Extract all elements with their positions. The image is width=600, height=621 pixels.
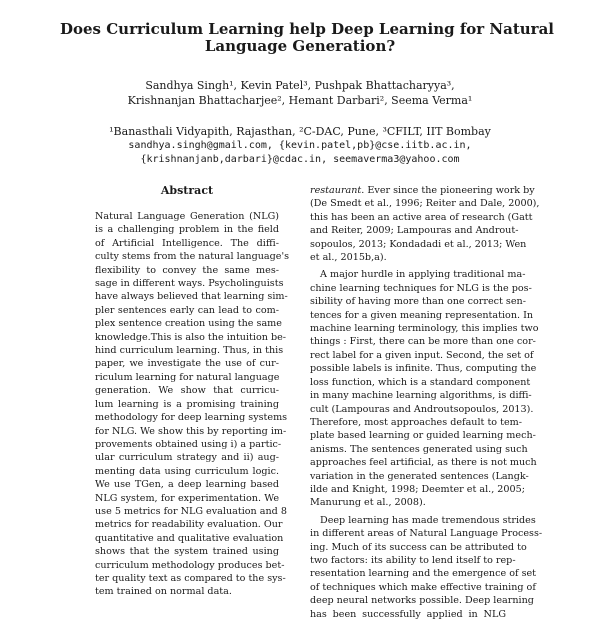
- body-line: things : First, there can be more than one cor-: [310, 336, 536, 348]
- abstract-line: tem trained on normal data.: [95, 586, 232, 598]
- abstract-line: is a challenging problem in the field: [95, 224, 279, 236]
- abstract-line: Natural Language Generation (NLG): [95, 211, 279, 222]
- abstract-line: provements obtained using i) a partic-: [95, 438, 282, 450]
- abstract-line: We use TGen, a deep learning based: [95, 479, 279, 491]
- email-line: {krishnanjanb,darbari}@cdac.in, seemaverma3@yahoo.com: [140, 154, 460, 165]
- body-line: anisms. The sentences generated using such: [310, 443, 528, 455]
- abstract-line: ter quality text as compared to the sys-: [95, 572, 286, 584]
- abstract-line: NLG system, for experimentation. We: [95, 492, 279, 504]
- body-line: [310, 184, 535, 197]
- right-column: [310, 184, 543, 621]
- affiliations: [70, 125, 530, 139]
- abstract-heading: Abstract: [160, 184, 214, 197]
- abstract-line: metrics for readability evaluation. Our: [95, 519, 283, 531]
- abstract-line: riculum learning for natural language: [95, 371, 280, 383]
- body-line: Therefore, most approaches default to tem-: [310, 416, 522, 428]
- abstract-line: menting data using curriculum logic.: [95, 465, 279, 477]
- abstract-line: curriculum methodology produces bet-: [95, 559, 285, 571]
- body-line: chine learning techniques for NLG is the pos-: [310, 282, 532, 294]
- body-line: variation in the generated sentences (Langk-: [310, 470, 529, 482]
- body-line: machine learning terminology, this implies two: [310, 323, 539, 335]
- body-line: A major hurdle in applying traditional ma-: [320, 269, 526, 281]
- abstract-line: generation. We show that curricu-: [95, 385, 279, 397]
- email-line: sandhya.singh@gmail.com, {kevin.patel,pb}@cse.iitb.ac.in,: [128, 140, 472, 151]
- body-line: and Reiter, 2009; Lampouras and Androut-: [310, 225, 519, 237]
- abstract-line: knowledge.This is also the intuition be-: [95, 331, 287, 343]
- abstract-line: culty stems from the natural language's: [95, 251, 290, 263]
- abstract-line: plex sentence creation using the same: [95, 318, 282, 330]
- body-line: resentation learning and the emergence of set: [310, 568, 537, 580]
- body-line: has been successfully applied in NLG: [310, 608, 506, 620]
- abstract-line: use 5 metrics for NLG evaluation and 8: [95, 505, 287, 517]
- abstract-line: quantitative and qualitative evaluation: [95, 532, 284, 544]
- abstract-line: for NLG. We show this by reporting im-: [95, 425, 287, 437]
- abstract-line: ular curriculum strategy and ii) aug-: [95, 452, 279, 464]
- body-line: loss function, which is a standard component: [310, 376, 531, 388]
- abstract-line: methodology for deep learning systems: [95, 412, 288, 424]
- body-text: Ever since the pioneering work by: [364, 185, 535, 196]
- body-line: sopoulos, 2013; Kondadadi et al., 2013; Wen: [310, 238, 527, 250]
- author-list: [70, 78, 530, 108]
- body-line: plate based learning or guided learning mech-: [310, 430, 536, 442]
- abstract-line: of Artificial Intelligence. The diffi-: [95, 237, 279, 249]
- body-line: et al., 2015b,a).: [310, 252, 387, 264]
- abstract-line: paper, we investigate the use of cur-: [95, 358, 279, 370]
- body-line: ilde and Knight, 1998; Deemter et al., 2005;: [310, 483, 525, 495]
- body-line: Deep learning has made tremendous strides: [320, 514, 536, 526]
- body-line: two factors: its ability to lend itself to rep-: [310, 554, 516, 566]
- body-line: cult (Lampouras and Androutsopoulos, 2013).: [310, 403, 534, 415]
- abstract-line: shows that the system trained using: [95, 546, 279, 558]
- body-line: rect label for a given input. Second, the set of: [310, 349, 534, 361]
- body-line: possible labels is infinite. Thus, computing the: [310, 363, 537, 375]
- title-line: Does Curriculum Learning help Deep Learning for Natural: [60, 20, 555, 38]
- body-line: in many machine learning algorithms, is diffi-: [310, 390, 532, 402]
- body-italic-term: restaurant.: [310, 185, 365, 196]
- abstract-line: sage in different ways. Psycholinguists: [95, 278, 284, 290]
- body-line: tences for a given meaning representation. In: [310, 309, 534, 321]
- body-line: ing. Much of its success can be attributed to: [310, 541, 527, 553]
- affiliation-line: ¹Banasthali Vidyapith, Rajasthan, ²C-DAC, Pune, ³CFILT, IIT Bombay: [109, 125, 491, 138]
- author-emails: [70, 139, 530, 167]
- title-line: Language Generation?: [204, 37, 396, 55]
- body-line: of techniques which make effective training of: [310, 581, 536, 593]
- abstract-line: have always believed that learning sim-: [95, 291, 288, 303]
- body-line: sibility of having more than one correct sen-: [310, 296, 526, 308]
- body-line: approaches feel artificial, as there is not much: [310, 457, 537, 469]
- abstract-line: hind curriculum learning. Thus, in this: [95, 345, 284, 357]
- body-line: (De Smedt et al., 1996; Reiter and Dale, 2000),: [310, 198, 540, 210]
- author-line: Krishnanjan Bhattacharjee², Hemant Darbari², Seema Verma¹: [127, 94, 473, 107]
- author-line: Sandhya Singh¹, Kevin Patel³, Pushpak Bhattacharyya³,: [145, 79, 455, 92]
- abstract-body: [95, 210, 290, 599]
- abstract-line: pler sentences early can lead to com-: [95, 304, 279, 316]
- body-line: deep neural networks possible. Deep learning: [310, 595, 534, 607]
- body-line: this has been an active area of research (Gatt: [310, 211, 533, 223]
- paper-title: [60, 20, 555, 55]
- abstract-line: flexibility to convey the same mes-: [95, 264, 279, 276]
- body-line: in different areas of Natural Language Process-: [310, 528, 543, 540]
- body-line: Manurung et al., 2008).: [310, 497, 426, 509]
- abstract-line: lum learning is a promising training: [95, 398, 279, 410]
